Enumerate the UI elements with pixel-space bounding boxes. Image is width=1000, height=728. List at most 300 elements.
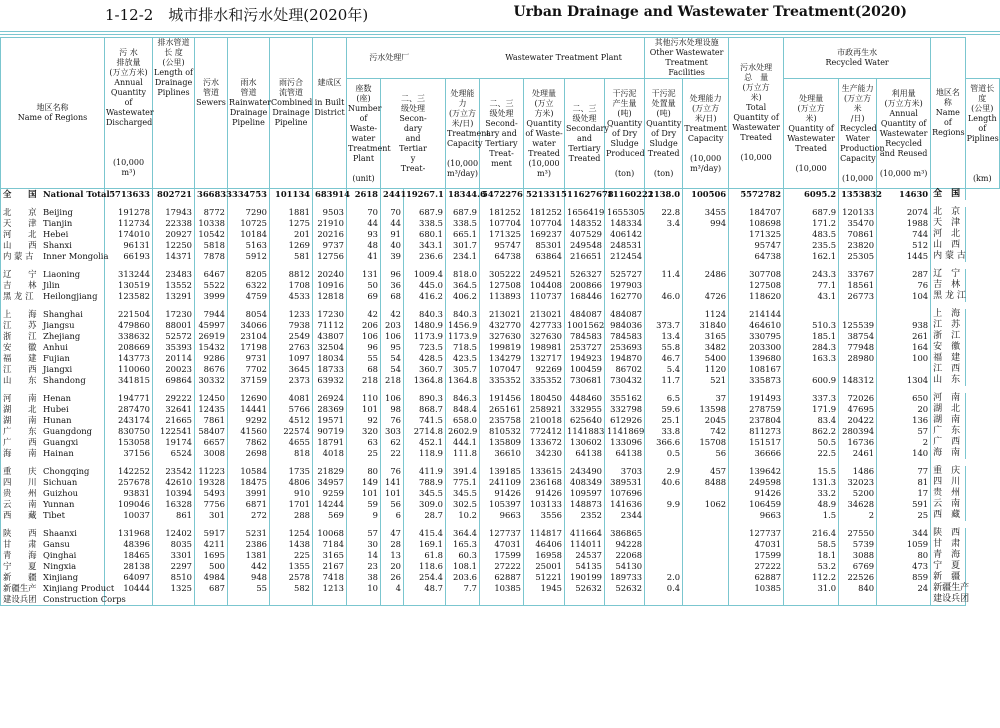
value-cell: 101134 xyxy=(270,189,313,201)
header-other-treated: 处理量 (万立方 米) Quantity of Wastewater Treated (10,000 xyxy=(784,79,839,189)
value-cell: 1456.9 xyxy=(446,320,480,331)
value-cell: 53.2 xyxy=(784,561,839,572)
value-cell: 59.6 xyxy=(645,404,683,415)
value-cell: 1988 xyxy=(877,218,931,229)
value-cell xyxy=(729,594,784,606)
region-name-right: 江 苏 xyxy=(931,320,965,331)
value-cell: 21829 xyxy=(313,466,347,477)
value-cell: 32641 xyxy=(153,404,195,415)
value-cell xyxy=(645,240,683,251)
value-cell: 253727 xyxy=(565,342,605,353)
value-cell: 41560 xyxy=(228,426,270,437)
value-cell: 687.9 xyxy=(446,207,480,218)
region-name-en: Shaanxi xyxy=(43,528,77,538)
spacer-cell xyxy=(683,459,729,466)
region-name-cell xyxy=(1,550,105,561)
spacer-cell xyxy=(605,302,645,309)
value-cell: 411664 xyxy=(565,528,605,539)
region-name-cell xyxy=(1,510,105,521)
spacer-cell xyxy=(480,262,524,269)
value-cell: 4759 xyxy=(228,291,270,302)
value-cell: 243174 xyxy=(105,415,153,426)
value-cell: 48.9 xyxy=(784,499,839,510)
value-cell: 198981 xyxy=(524,342,565,353)
spacer-cell xyxy=(605,262,645,269)
value-cell: 1656419 xyxy=(565,207,605,218)
region-name-en: Jiangsu xyxy=(43,320,75,330)
region-name-right: 青 海 xyxy=(931,550,965,561)
value-cell: 17230 xyxy=(313,309,347,320)
value-cell: 20114 xyxy=(153,353,195,364)
header-pipe-length: 排水管道 长 度 (公里) Length of Drainage Piplines xyxy=(153,38,195,189)
region-name-en: Liaoning xyxy=(43,269,81,279)
region-name-cn: 广 西 xyxy=(3,437,37,447)
value-cell: 612926 xyxy=(605,415,645,426)
region-name-en: Xinjiang Product xyxy=(43,583,115,593)
spacer-cell xyxy=(605,521,645,528)
value-cell: 4655 xyxy=(270,437,313,448)
value-cell: 12818 xyxy=(313,291,347,302)
spacer-cell xyxy=(153,200,195,207)
region-name-right: 湖 北 xyxy=(931,404,965,415)
value-cell: 100 xyxy=(877,353,931,364)
table-row xyxy=(1,280,1000,291)
value-cell: 650 xyxy=(877,393,931,404)
table-row xyxy=(1,488,1000,499)
group-spacer xyxy=(1,200,1000,207)
value-cell: 13552 xyxy=(153,280,195,291)
value-cell: 683914 xyxy=(313,189,347,201)
value-cell: 88001 xyxy=(153,320,195,331)
region-name-cell xyxy=(1,189,110,201)
header-plant-count: 座数 (座) Number of Waste- water Treatment Plant (unit) xyxy=(347,79,381,189)
value-cell: 85301 xyxy=(524,240,565,251)
value-cell: 1141883 xyxy=(565,426,605,437)
value-cell: 680.1 xyxy=(404,229,446,240)
region-name-en: Sichuan xyxy=(43,477,78,487)
value-cell: 80 xyxy=(877,550,931,561)
table-row xyxy=(1,309,1000,320)
spacer-cell xyxy=(877,200,931,207)
value-cell: 3088 xyxy=(839,550,877,561)
value-cell: 32023 xyxy=(839,477,877,488)
value-cell: 3556 xyxy=(524,510,565,521)
value-cell: 364.5 xyxy=(446,280,480,291)
value-cell: 203.6 xyxy=(446,572,480,583)
spacer-cell xyxy=(105,262,153,269)
region-name-right: 山 西 xyxy=(931,240,965,251)
value-cell: 218 xyxy=(381,375,404,386)
value-cell: 164 xyxy=(877,342,931,353)
value-cell: 5522 xyxy=(195,280,228,291)
spacer-cell xyxy=(347,200,381,207)
region-name-cell xyxy=(1,251,109,262)
value-cell: 35470 xyxy=(839,218,877,229)
value-cell: 203300 xyxy=(729,342,784,353)
value-cell: 288 xyxy=(270,510,313,521)
value-cell: 1059 xyxy=(877,539,931,550)
value-cell: 199819 xyxy=(480,342,524,353)
value-cell: 1097 xyxy=(270,353,313,364)
value-cell: 9737 xyxy=(313,240,347,251)
value-cell: 20 xyxy=(877,404,931,415)
value-cell: 862.2 xyxy=(784,426,839,437)
value-cell xyxy=(645,280,683,291)
value-cell: 334753 xyxy=(228,189,270,201)
table-row xyxy=(1,583,1000,594)
spacer-cell xyxy=(524,200,565,207)
value-cell: 5818 xyxy=(195,240,228,251)
value-cell: 278759 xyxy=(729,404,784,415)
value-cell: 139680 xyxy=(729,353,784,364)
value-cell xyxy=(877,594,931,606)
table-row xyxy=(1,320,1000,331)
region-name-en: Beijing xyxy=(43,207,73,217)
value-cell: 0.4 xyxy=(645,583,683,594)
value-cell: 10394 xyxy=(153,488,195,499)
value-cell: 107696 xyxy=(605,488,645,499)
value-cell: 444.1 xyxy=(446,437,480,448)
region-name-right: 黑 龙 江 xyxy=(931,291,965,302)
value-cell: 27222 xyxy=(480,561,524,572)
value-cell: 22 xyxy=(381,448,404,459)
value-cell: 235758 xyxy=(480,415,524,426)
value-cell: 40 xyxy=(381,240,404,251)
spacer-cell xyxy=(839,459,877,466)
spacer-cell xyxy=(313,200,347,207)
spacer-cell xyxy=(784,386,839,393)
table-row xyxy=(1,528,1000,539)
spacer-cell xyxy=(877,302,931,309)
value-cell: 24 xyxy=(877,583,931,594)
value-cell: 171.9 xyxy=(784,404,839,415)
region-name-en: Xinjiang xyxy=(43,572,79,582)
value-cell: 2549 xyxy=(270,331,313,342)
value-cell: 101 xyxy=(347,404,381,415)
value-cell: 12250 xyxy=(153,240,195,251)
value-cell: 44 xyxy=(347,218,381,229)
value-cell: 411.9 xyxy=(404,466,446,477)
region-name-en: Construction Corps xyxy=(43,594,126,604)
value-cell: 63 xyxy=(347,437,381,448)
value-cell: 35393 xyxy=(153,342,195,353)
value-cell: 76 xyxy=(877,280,931,291)
value-cell: 197903 xyxy=(605,280,645,291)
spacer-cell xyxy=(404,200,446,207)
value-cell: 2441 xyxy=(381,189,404,201)
region-name-cell xyxy=(1,353,105,364)
table-row xyxy=(1,561,1000,572)
national-total-row xyxy=(1,189,1000,201)
value-cell: 249521 xyxy=(524,269,565,280)
value-cell: 11.7 xyxy=(645,375,683,386)
value-cell xyxy=(645,488,683,499)
value-cell: 3165 xyxy=(313,550,347,561)
value-cell: 600.9 xyxy=(784,375,839,386)
spacer-cell xyxy=(404,459,446,466)
value-cell: 24537 xyxy=(565,550,605,561)
value-cell: 194771 xyxy=(105,393,153,404)
value-cell: 20927 xyxy=(153,229,195,240)
value-cell: 332798 xyxy=(605,404,645,415)
value-cell: 19571 xyxy=(313,415,347,426)
value-cell: 108167 xyxy=(729,364,784,375)
value-cell: 742 xyxy=(683,426,729,437)
value-cell: 17599 xyxy=(480,550,524,561)
value-cell: 8812 xyxy=(270,269,313,280)
value-cell: 54 xyxy=(381,364,404,375)
value-cell: 687.9 xyxy=(784,207,839,218)
value-cell: 36666 xyxy=(729,448,784,459)
value-cell: 366833 xyxy=(195,189,228,201)
value-cell: 1735 xyxy=(270,466,313,477)
region-name-right: 新 疆 xyxy=(931,572,965,583)
value-cell: 687 xyxy=(195,583,228,594)
value-cell: 105397 xyxy=(480,499,524,510)
value-cell: 15432 xyxy=(195,342,228,353)
value-cell: 10444 xyxy=(105,583,153,594)
value-cell: 10385 xyxy=(729,583,784,594)
table-row xyxy=(1,594,1000,606)
spacer-cell xyxy=(480,521,524,528)
value-cell: 108.1 xyxy=(446,561,480,572)
spacer-cell xyxy=(645,386,683,393)
value-cell: 16958 xyxy=(524,550,565,561)
region-name-right: 广 西 xyxy=(931,437,965,448)
region-name-cell xyxy=(1,426,105,437)
value-cell: 17198 xyxy=(228,342,270,353)
table-row xyxy=(1,342,1000,353)
value-cell: 407529 xyxy=(565,229,605,240)
value-cell: 70 xyxy=(381,207,404,218)
value-cell xyxy=(524,594,565,606)
value-cell: 101 xyxy=(347,488,381,499)
value-cell: 180450 xyxy=(524,393,565,404)
value-cell: 33.2 xyxy=(784,488,839,499)
value-cell: 38 xyxy=(347,572,381,583)
value-cell: 30332 xyxy=(195,375,228,386)
value-cell: 9259 xyxy=(313,488,347,499)
spacer-cell xyxy=(877,459,931,466)
value-cell: 7861 xyxy=(195,415,228,426)
region-name-cell xyxy=(1,466,105,477)
spacer-cell xyxy=(228,459,270,466)
value-cell: 327630 xyxy=(480,331,524,342)
value-cell: 120133 xyxy=(839,207,877,218)
spacer-cell xyxy=(381,521,404,528)
value-cell: 17 xyxy=(877,488,931,499)
spacer-cell xyxy=(313,521,347,528)
spacer-cell xyxy=(228,521,270,528)
value-cell: 10584 xyxy=(228,466,270,477)
value-cell: 243.3 xyxy=(784,269,839,280)
spacer-cell xyxy=(1,302,105,309)
value-cell: 464610 xyxy=(729,320,784,331)
title-rule-double xyxy=(0,34,1000,35)
region-name-cn: 上 海 xyxy=(3,309,37,319)
value-cell: 189733 xyxy=(605,572,645,583)
spacer-cell xyxy=(784,200,839,207)
value-cell: 55 xyxy=(228,583,270,594)
region-name-cell xyxy=(1,488,105,499)
table-body xyxy=(1,189,1000,606)
region-name-cn: 北 京 xyxy=(3,207,37,217)
value-cell: 142252 xyxy=(105,466,153,477)
value-cell: 133096 xyxy=(605,437,645,448)
title-rule xyxy=(0,31,1000,32)
value-cell xyxy=(784,309,839,320)
value-cell: 17230 xyxy=(153,309,195,320)
value-cell: 132717 xyxy=(524,353,565,364)
value-cell: 2344 xyxy=(605,510,645,521)
value-cell xyxy=(683,550,729,561)
value-cell: 730681 xyxy=(565,375,605,386)
value-cell: 7944 xyxy=(195,309,228,320)
value-cell xyxy=(839,309,877,320)
spacer-cell xyxy=(270,521,313,528)
region-name-cell xyxy=(1,539,105,550)
value-cell: 2618 xyxy=(347,189,381,201)
region-name-cell xyxy=(1,240,105,251)
value-cell: 22574 xyxy=(270,426,313,437)
value-cell: 5713633 xyxy=(105,189,153,201)
value-cell: 19328 xyxy=(195,477,228,488)
value-cell: 7418 xyxy=(313,572,347,583)
value-cell: 106 xyxy=(381,393,404,404)
region-name-cn: 天 津 xyxy=(3,218,37,228)
spacer-cell xyxy=(524,262,565,269)
value-cell xyxy=(446,594,480,606)
value-cell: 890.3 xyxy=(404,393,446,404)
value-cell: 1381 xyxy=(228,550,270,561)
value-cell: 301.7 xyxy=(446,240,480,251)
value-cell xyxy=(480,594,524,606)
value-cell: 36 xyxy=(381,280,404,291)
value-cell: 473 xyxy=(877,561,931,572)
value-cell: 386865 xyxy=(605,528,645,539)
value-cell: 11627678 xyxy=(565,189,605,201)
value-cell: 2.9 xyxy=(645,466,683,477)
value-cell: 40.6 xyxy=(645,477,683,488)
value-cell: 139185 xyxy=(480,466,524,477)
value-cell: 139642 xyxy=(729,466,784,477)
region-name-right: 安 徽 xyxy=(931,342,965,353)
value-cell: 71112 xyxy=(313,320,347,331)
header-recycled-used: 利用量 (万立方米) Annual Quantity of Wastewater Recycled and Reused (10,000 m³) xyxy=(877,79,931,189)
value-cell: 432770 xyxy=(480,320,524,331)
spacer-cell xyxy=(565,302,605,309)
value-cell: 11160222 xyxy=(605,189,645,201)
value-cell: 18034 xyxy=(313,353,347,364)
value-cell: 1213 xyxy=(313,583,347,594)
spacer-cell xyxy=(446,459,480,466)
value-cell: 3645 xyxy=(270,364,313,375)
value-cell: 10 xyxy=(347,583,381,594)
spacer-cell xyxy=(228,302,270,309)
spacer-cell xyxy=(270,302,313,309)
spacer-cell xyxy=(381,302,404,309)
value-cell: 20216 xyxy=(313,229,347,240)
spacer-cell xyxy=(839,521,877,528)
value-cell: 818 xyxy=(270,448,313,459)
value-cell: 50 xyxy=(347,280,381,291)
value-cell: 4 xyxy=(381,583,404,594)
value-cell: 249548 xyxy=(565,240,605,251)
value-cell: 1254 xyxy=(270,528,313,539)
value-cell: 32504 xyxy=(313,342,347,353)
region-name-en: Hubei xyxy=(43,404,69,414)
value-cell: 37 xyxy=(683,393,729,404)
value-cell: 216.4 xyxy=(784,528,839,539)
region-name-right: 四 川 xyxy=(931,477,965,488)
value-cell: 1275 xyxy=(270,218,313,229)
value-cell: 52632 xyxy=(565,583,605,594)
spacer-cell xyxy=(381,459,404,466)
value-cell: 86702 xyxy=(605,364,645,375)
header-combined: 雨污合 流管道 Combined Drainage Pipeline xyxy=(270,38,313,189)
value-cell xyxy=(645,528,683,539)
value-cell: 118620 xyxy=(729,291,784,302)
value-cell: 18733 xyxy=(313,364,347,375)
header-treated: 处理量 (万立 方米) Quantity of Waste- water Treated (10,000 m³) xyxy=(524,79,565,189)
value-cell: 512 xyxy=(877,240,931,251)
spacer-cell xyxy=(381,262,404,269)
region-name-cn: 青 海 xyxy=(3,550,37,560)
value-cell: 168446 xyxy=(565,291,605,302)
value-cell: 107704 xyxy=(480,218,524,229)
value-cell: 448460 xyxy=(565,393,605,404)
region-name-right: 海 南 xyxy=(931,448,965,459)
value-cell: 775.1 xyxy=(446,477,480,488)
spacer-cell xyxy=(270,262,313,269)
table-row xyxy=(1,229,1000,240)
value-cell: 58407 xyxy=(195,426,228,437)
region-name-right: 宁 夏 xyxy=(931,561,965,572)
value-cell: 61.8 xyxy=(404,550,446,561)
value-cell: 234.1 xyxy=(446,251,480,262)
value-cell: 261 xyxy=(877,331,931,342)
spacer-cell xyxy=(683,386,729,393)
region-name-right: 西 藏 xyxy=(931,510,965,521)
value-cell: 521 xyxy=(683,375,729,386)
spacer-cell xyxy=(480,386,524,393)
value-cell: 98 xyxy=(381,404,404,415)
spacer-cell xyxy=(480,302,524,309)
spacer-cell xyxy=(446,386,480,393)
table-row xyxy=(1,510,1000,521)
spacer-cell xyxy=(1,459,105,466)
value-cell: 26924 xyxy=(313,393,347,404)
table-row xyxy=(1,240,1000,251)
value-cell: 248531 xyxy=(605,240,645,251)
value-cell: 34628 xyxy=(839,499,877,510)
spacer-cell xyxy=(839,200,877,207)
region-name-right: 河 北 xyxy=(931,229,965,240)
region-name-en: Heilongjiang xyxy=(43,291,98,301)
value-cell: 57 xyxy=(347,528,381,539)
spacer-cell xyxy=(313,386,347,393)
value-cell xyxy=(683,240,729,251)
value-cell: 58.5 xyxy=(784,539,839,550)
value-cell: 59 xyxy=(347,499,381,510)
value-cell: 52572 xyxy=(153,331,195,342)
region-name-cn: 全 国 xyxy=(3,189,37,199)
value-cell: 3.4 xyxy=(645,218,683,229)
value-cell: 80 xyxy=(347,466,381,477)
value-cell: 818.0 xyxy=(446,269,480,280)
value-cell: 1120 xyxy=(683,364,729,375)
value-cell: 5766 xyxy=(270,404,313,415)
